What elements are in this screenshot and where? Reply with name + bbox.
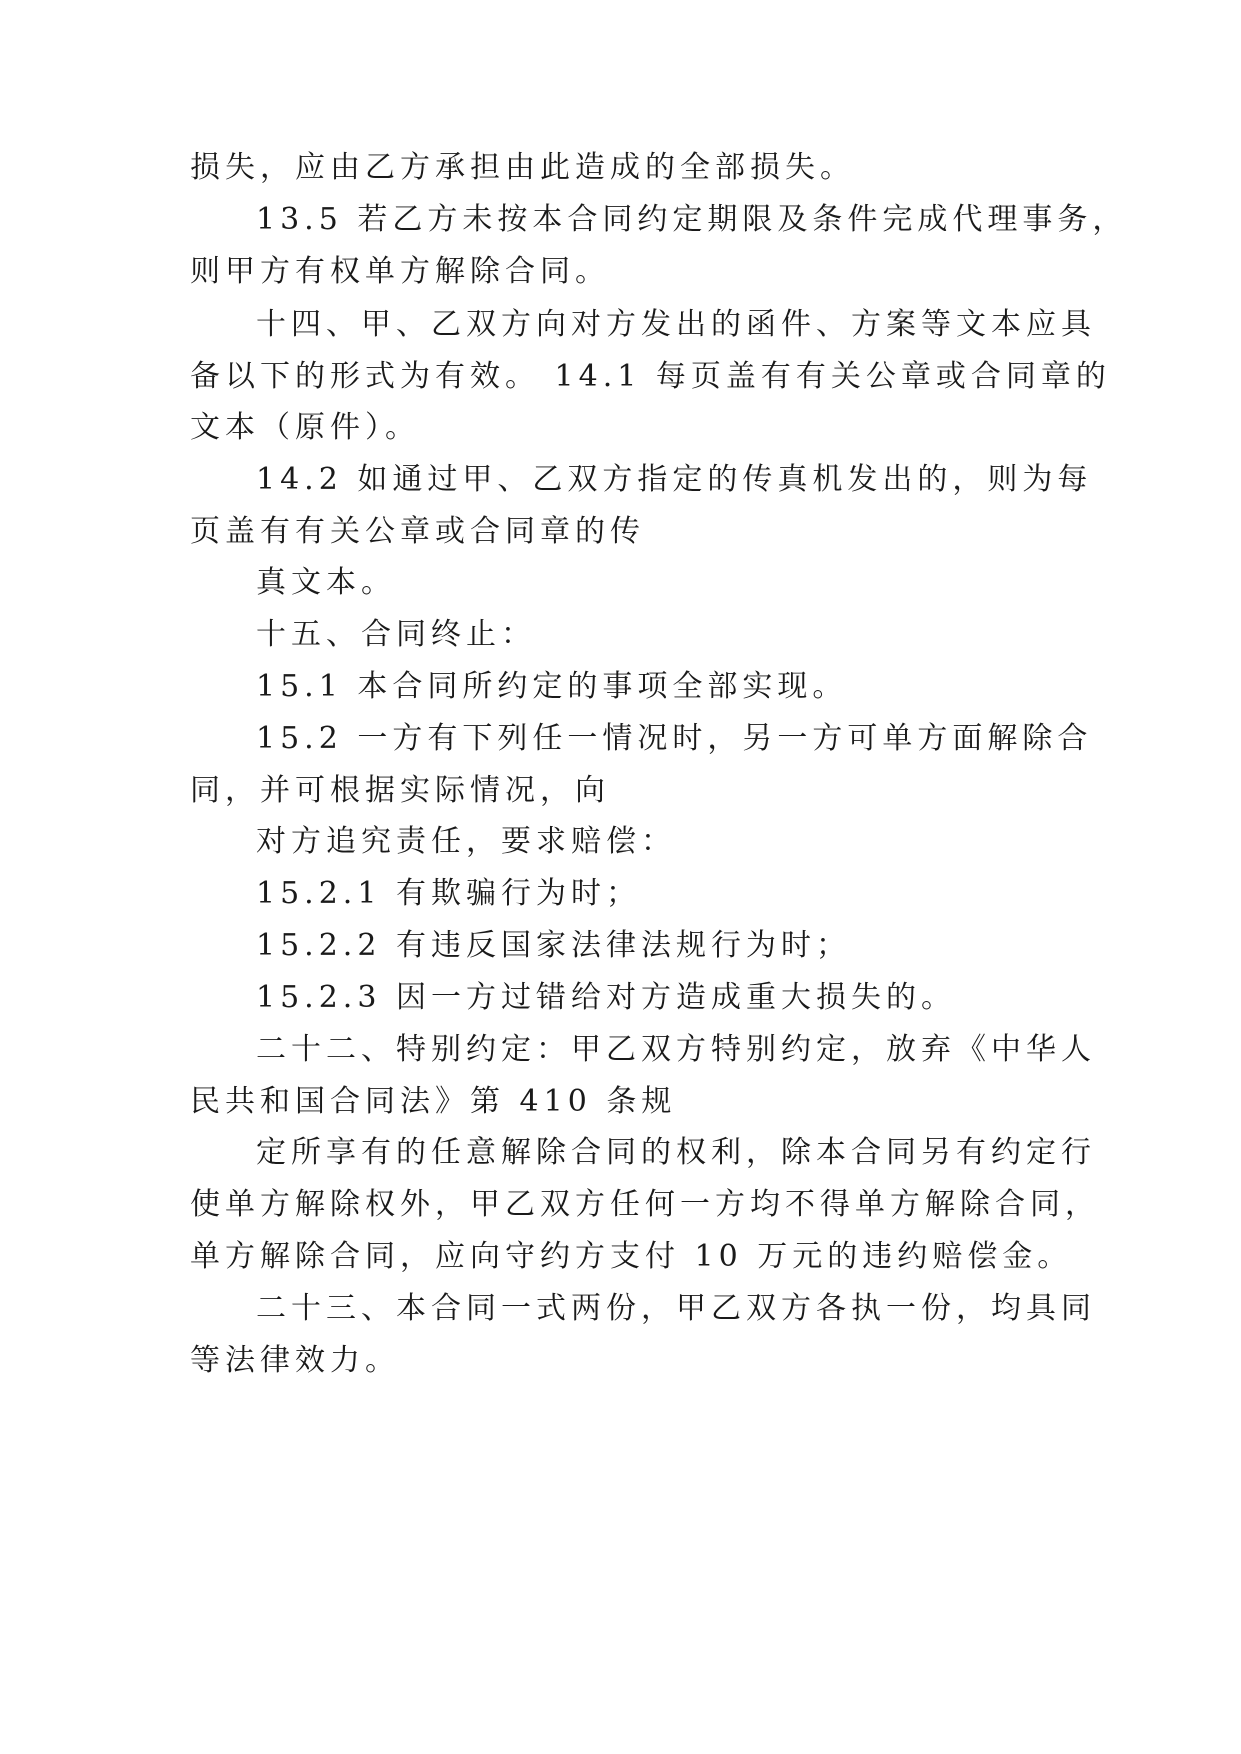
text-line: 二十二、特别约定：甲乙双方特别约定，放弃《中华人 <box>256 1032 1096 1067</box>
text-line: 使单方解除权外，甲乙双方任何一方均不得单方解除合同， <box>190 1187 1100 1222</box>
text-line: 15.2.2 有违反国家法律法规行为时； <box>256 928 851 963</box>
text-line: 对方追究责任，要求赔偿： <box>256 824 676 859</box>
text-line: 等法律效力。 <box>190 1343 400 1378</box>
text-line: 定所享有的任意解除合同的权利，除本合同另有约定行 <box>256 1135 1096 1170</box>
text-line: 13.5 若乙方未按本合同约定期限及条件完成代理事务， <box>256 202 1128 237</box>
text-line: 15.2 一方有下列任一情况时，另一方可单方面解除合 <box>256 721 1093 756</box>
text-line: 页盖有有关公章或合同章的传 <box>190 514 645 549</box>
text-line: 二十三、本合同一式两份，甲乙双方各执一份，均具同 <box>256 1291 1096 1326</box>
text-line: 则甲方有权单方解除合同。 <box>190 254 610 289</box>
text-line: 15.2.3 因一方过错给对方造成重大损失的。 <box>256 980 956 1015</box>
text-line: 文本（原件）。 <box>190 410 420 445</box>
text-line: 14.2 如通过甲、乙双方指定的传真机发出的，则为每 <box>256 462 1093 497</box>
text-line: 十四、甲、乙双方向对方发出的函件、方案等文本应具 <box>256 307 1096 342</box>
text-line: 同，并可根据实际情况，向 <box>190 773 610 808</box>
text-line: 真文本。 <box>256 565 396 600</box>
text-line: 民共和国合同法》第 410 条规 <box>190 1084 677 1119</box>
text-line: 备以下的形式为有效。 14.1 每页盖有有关公章或合同章的 <box>190 359 1111 394</box>
text-line: 损失，应由乙方承担由此造成的全部损失。 <box>190 150 855 185</box>
text-line: 15.1 本合同所约定的事项全部实现。 <box>256 669 848 704</box>
text-line: 15.2.1 有欺骗行为时； <box>256 876 641 911</box>
text-line: 十五、合同终止： <box>256 617 536 652</box>
text-line: 单方解除合同，应向守约方支付 10 万元的违约赔偿金。 <box>190 1239 1073 1274</box>
